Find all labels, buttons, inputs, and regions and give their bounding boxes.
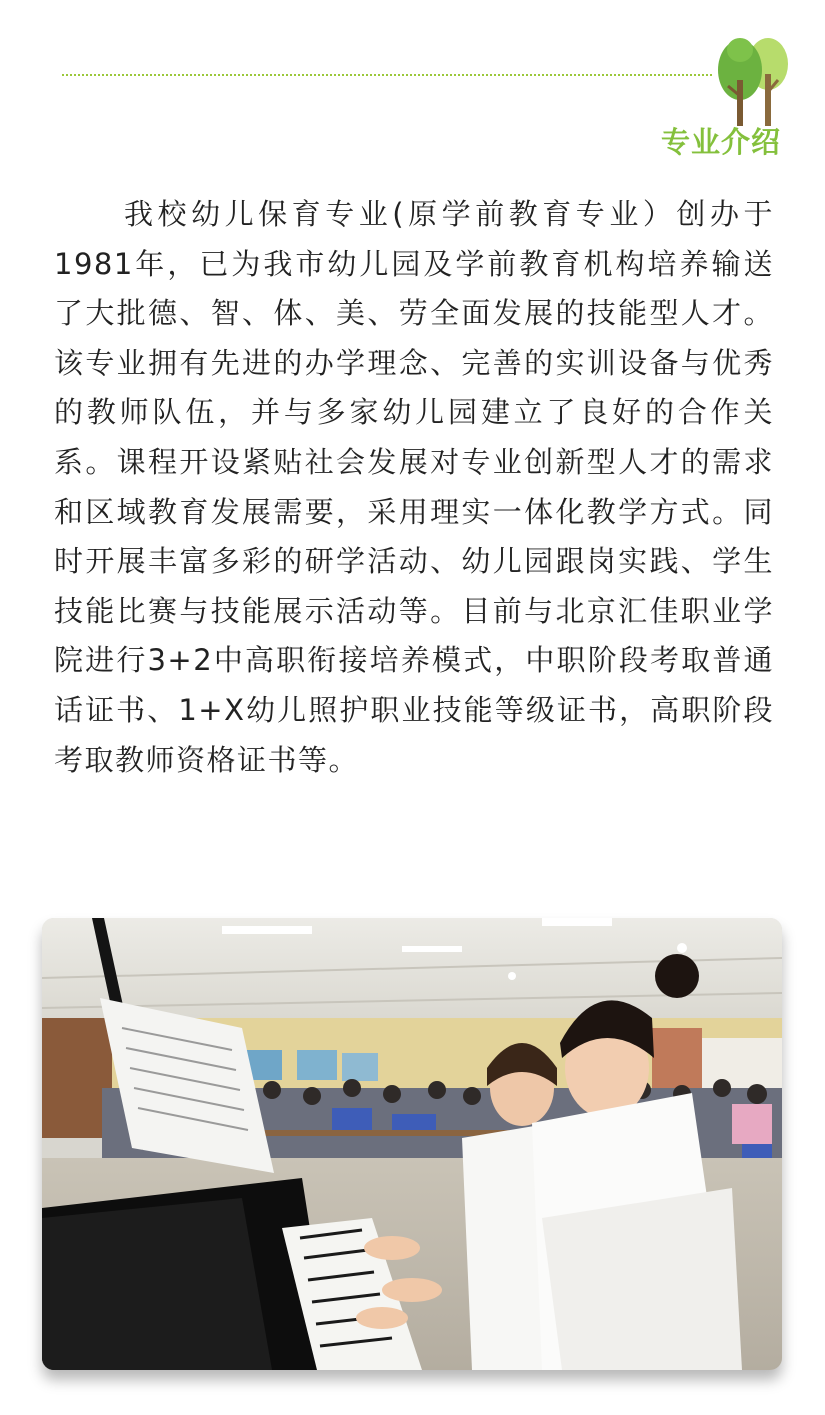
piano-performance-photo [42, 918, 782, 1370]
dotted-divider [62, 74, 712, 76]
section-title: 专业介绍 [660, 125, 781, 159]
intro-paragraph: 我校幼儿保育专业(原学前教育专业）创办于1981年，已为我市幼儿园及学前教育机构培养输送了大批德、智、体、美、劳全面发展的技能型人才。该专业拥有先进的办学理念、完善的实训设备与优秀的教师队伍，并与多家幼儿园建立了良好的合作关系。课程开设紧贴社会发展对专业创新型人才的需求和区域教育发展需要，采用理实一体化教学方式。同时开展丰富多彩的研学活动、幼儿园跟岗实践、学生技能比赛与技能展示活动等。目前与北京汇佳职业学院进行3+2中高职衔接培养模式，中职阶段考取普通话证书、1+X幼儿照护职业技能等级证书，高职阶段考取教师资格证书等。 [54, 197, 774, 777]
trees-icon [712, 30, 788, 126]
